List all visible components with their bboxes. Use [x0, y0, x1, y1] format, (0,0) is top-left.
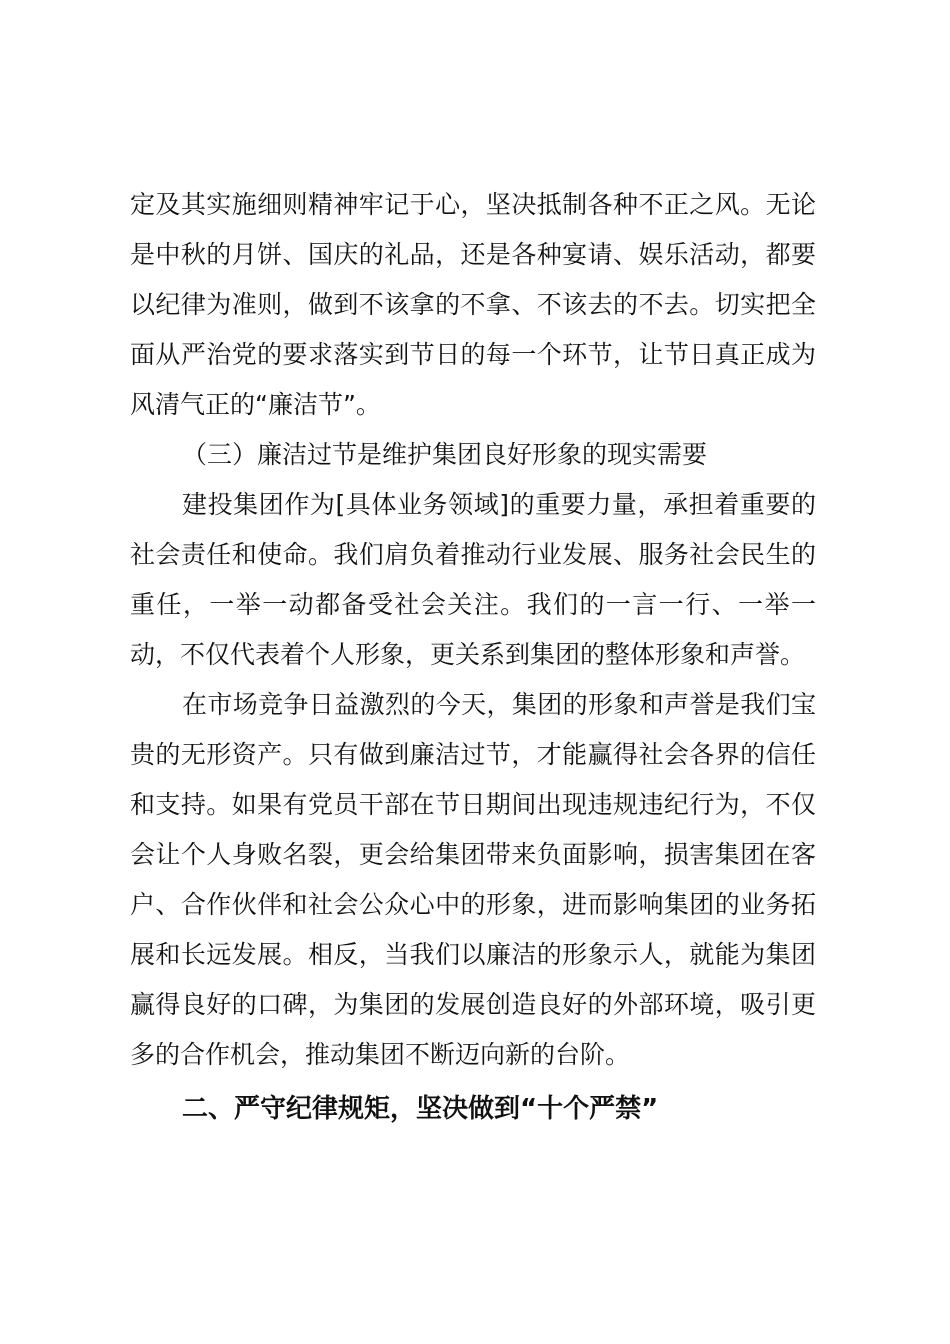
paragraph — [130, 182, 816, 432]
text-line: 建投集团作为[具体业务领域]的重要力量，承担着重要的 — [182, 490, 816, 519]
text-line: 动，不仅代表着个人形象，更关系到集团的整体形象和声誉。 — [130, 640, 806, 669]
text-line: 户、合作伙伴和社会公众心中的形象，进而影响集团的业务拓 — [130, 890, 816, 919]
text-line: （三）廉洁过节是维护集团良好形象的现实需要 — [182, 440, 708, 469]
text-line: 在市场竞争日益激烈的今天，集团的形象和声誉是我们宝 — [182, 690, 816, 719]
text-line: 会让个人身败名裂，更会给集团带来负面影响，损害集团在客 — [130, 840, 816, 869]
text-line: 二、严守纪律规矩，坚决做到“十个严禁” — [182, 1094, 659, 1124]
text-line: 风清气正的“廉洁节”。 — [130, 390, 381, 419]
text-line: 面从严治党的要求落实到节日的每一个环节，让节日真正成为 — [130, 340, 816, 369]
document-page — [130, 182, 816, 1136]
text-line: 贵的无形资产。只有做到廉洁过节，才能赢得社会各界的信任 — [130, 740, 816, 769]
text-line: 赢得良好的口碑，为集团的发展创造良好的外部环境，吸引更 — [130, 990, 816, 1019]
text-line: 多的合作机会，推动集团不断迈向新的台阶。 — [130, 1040, 631, 1069]
text-line: 以纪律为准则，做到不该拿的不拿、不该去的不去。切实把全 — [130, 290, 816, 319]
text-line: 定及其实施细则精神牢记于心，坚决抵制各种不正之风。无论 — [130, 190, 816, 219]
subsection-heading — [130, 432, 816, 482]
text-line: 展和长远发展。相反，当我们以廉洁的形象示人，就能为集团 — [130, 940, 816, 969]
text-line: 和支持。如果有党员干部在节日期间出现违规违纪行为，不仅 — [130, 790, 816, 819]
text-line: 是中秋的月饼、国庆的礼品，还是各种宴请、娱乐活动，都要 — [130, 240, 816, 269]
section-heading — [130, 1086, 816, 1136]
paragraph — [130, 482, 816, 682]
text-line: 社会责任和使命。我们肩负着推动行业发展、服务社会民生的 — [130, 540, 816, 569]
text-line: 重任，一举一动都备受社会关注。我们的一言一行、一举一 — [130, 590, 816, 619]
paragraph — [130, 682, 816, 1082]
